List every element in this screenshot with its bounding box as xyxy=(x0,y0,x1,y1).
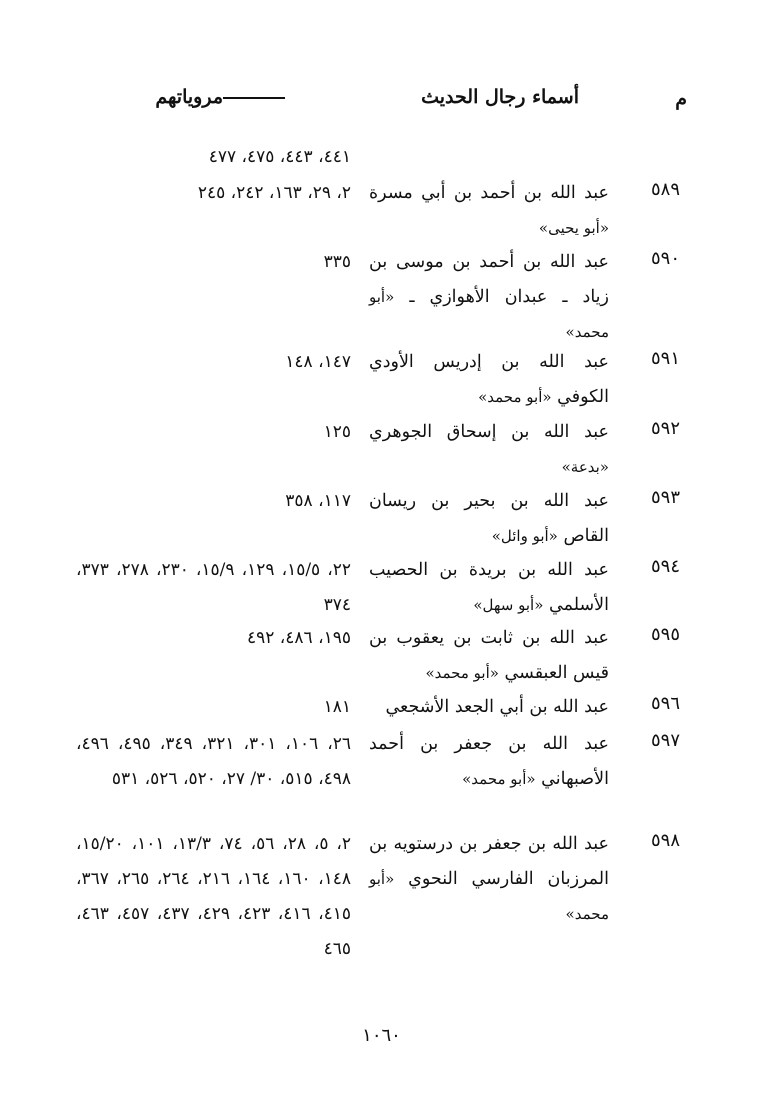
entry-name-text: عبد الله بن بريدة بن الحصيب الأسلمي xyxy=(369,560,609,615)
header-narrations-label: مروياتهم xyxy=(155,86,223,108)
entry-refs: ٢٦، ١٠٦، ٣٠١، ٣٢١، ٣٤٩، ٤٩٥، ٤٩٦، ٤٩٨، ٥١٥، ٣٠/ ٢٧، ٥٢٠، ٥٢٦، ٥٣١ xyxy=(76,734,352,789)
entry-name xyxy=(369,415,609,485)
entry-name xyxy=(369,245,609,350)
entry-number: ٥٩٤ xyxy=(650,556,680,577)
entry-refs: ١٤٧، ١٤٨ xyxy=(285,352,351,372)
header-names: أسماء رجال الحديث xyxy=(421,86,579,108)
entry-name-text: عبد الله بن جعفر بن أحمد الأصبهاني xyxy=(369,734,609,789)
entry-number: ٥٩٥ xyxy=(650,624,680,645)
entry-name xyxy=(369,553,609,623)
entry-kunya: «أبو محمد» xyxy=(478,388,552,406)
entry-kunya: «بدعة» xyxy=(561,458,609,476)
entry-name xyxy=(369,345,609,415)
entry-refs: ٢، ٢٩، ١٦٣، ٢٤٢، ٢٤٥ xyxy=(197,183,351,203)
entry-number: ٥٩٧ xyxy=(650,730,680,751)
entry-number: ٥٩٢ xyxy=(650,418,680,439)
entry-kunya: «أبو محمد» xyxy=(425,664,499,682)
entry-name xyxy=(369,621,609,691)
entry-name-text: عبد الله بن جعفر بن درستويه بن المرزبان الفارسي النحوي xyxy=(369,834,609,889)
entry-name-text: عبد الله بن أبي الجعد الأشجعي xyxy=(385,697,609,717)
entry-name xyxy=(369,484,609,554)
entry-name-text: عبد الله بن ثابت بن يعقوب بن قيس العبقسي xyxy=(369,628,609,683)
entry-name-text: عبد الله بن إدريس الأودي الكوفي xyxy=(369,352,609,407)
entry-number: ٥٩٦ xyxy=(650,693,680,714)
entry-number: ٥٩٨ xyxy=(650,830,680,851)
header-underline xyxy=(223,97,285,99)
entry-refs: ١٩٥، ٤٨٦، ٤٩٢ xyxy=(247,628,351,648)
entry-refs: ١٢٥ xyxy=(323,422,351,442)
entry-name xyxy=(369,827,609,932)
header-narrations xyxy=(155,86,285,108)
entry-refs: ١٨١ xyxy=(323,697,351,717)
entry-name xyxy=(369,727,609,797)
entry-refs: ١١٧، ٣٥٨ xyxy=(285,491,351,511)
entry-number: ٥٩٠ xyxy=(650,248,680,269)
page-number: ١٠٦٠ xyxy=(362,1025,401,1046)
entry-name xyxy=(369,690,609,725)
entry-kunya: «أبو محمد» xyxy=(369,288,609,341)
entry-number: ٥٩٣ xyxy=(650,487,680,508)
entry-name-text: عبد الله بن بحير بن ريسان القاص xyxy=(369,491,609,546)
entry-name-text: عبد الله بن أحمد بن موسى بن زياد ـ عبدان الأهوازي ـ xyxy=(369,252,609,307)
continuation-refs: ٤٤١، ٤٤٣، ٤٧٥، ٤٧٧ xyxy=(208,147,351,167)
entry-name-text: عبد الله بن أحمد بن أبي مسرة xyxy=(369,183,609,203)
entry-number: ٥٩١ xyxy=(650,348,680,369)
entry-name-text: عبد الله بن إسحاق الجوهري xyxy=(369,422,609,442)
entry-name xyxy=(369,176,609,246)
entry-kunya: «أبو وائل» xyxy=(491,527,558,545)
entry-kunya: «أبو محمد» xyxy=(369,870,609,923)
entry-kunya: «أبو يحيى» xyxy=(538,219,609,237)
entry-refs: ٢، ٥، ٢٨، ٥٦، ٧٤، ١٣/٣، ١٠١، ١٥/٢٠، ١٤٨، ١٦٠، ١٦٤، ٢١٦، ٢٦٤، ٢٦٥، ٣٦٧، ٤١٥، ٤١٦، ٤٢٣، ٤٢٩، ٤٣٧، ٤٥٧، ٤٦٣، ٤٦٥ xyxy=(76,834,352,959)
entry-number: ٥٨٩ xyxy=(650,179,680,200)
entry-refs: ٣٣٥ xyxy=(323,252,351,272)
header-number: م xyxy=(675,88,687,110)
entry-refs: ٢٢، ١٥/٥، ١٢٩، ١٥/٩، ٢٣٠، ٢٧٨، ٣٧٣، ٣٧٤ xyxy=(76,560,352,615)
entry-kunya: «أبو محمد» xyxy=(462,770,536,788)
entry-kunya: «أبو سهل» xyxy=(473,596,544,614)
